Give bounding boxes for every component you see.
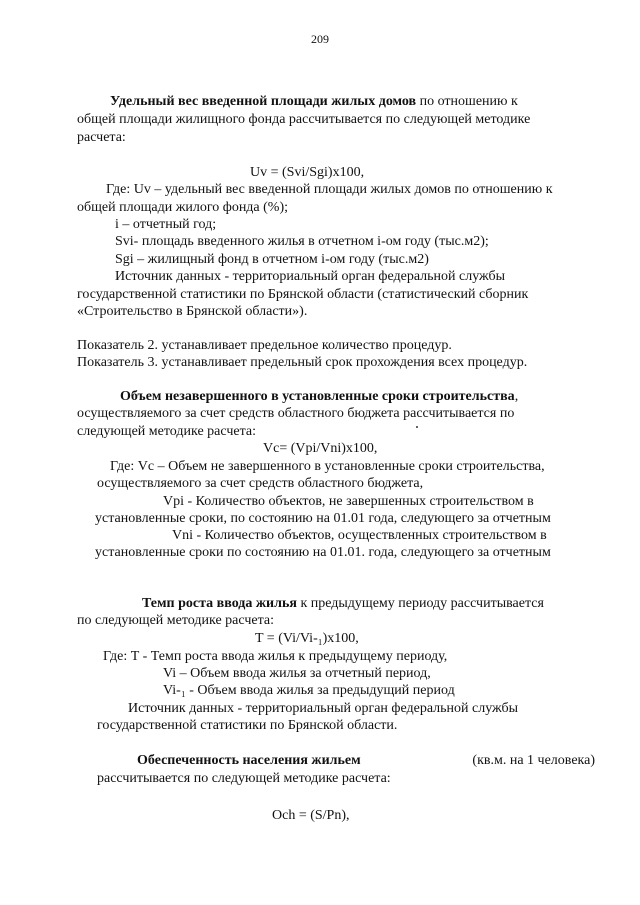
s3-formula: T = (Vi/Vi-₁)x100, [255, 631, 359, 646]
s1-line-11: «Строительство в Брянской области»). [77, 304, 308, 319]
s1-line-7: Svi- площадь введенного жилья в отчетном i-ом году (тыс.м2); [115, 234, 489, 249]
s1-line-4: Где: Uv – удельный вес введенной площади жилых домов по отношению к [106, 182, 553, 197]
page-number: 209 [311, 32, 329, 46]
s1-line-1: Удельный вес введенной площади жилых домов по отношению к [110, 94, 518, 109]
speck-mark [416, 426, 418, 428]
s1-line-8: Sgi – жилищный фонд в отчетном i-ом году (тыс.м2) [115, 252, 429, 267]
s2-line-3: следующей методике расчета: [77, 424, 256, 439]
s2-line-1: Объем незавершенного в установленные сроки строительства, [120, 389, 519, 404]
s2-line-4: Где: Vc – Объем не завершенного в установленные сроки строительства, [110, 459, 545, 474]
s3-term: Темп роста ввода жилья [142, 596, 297, 611]
indicator-3: Показатель 3. устанавливает предельный срок прохождения всех процедур. [77, 355, 528, 370]
s1-line-6: i – отчетный год; [115, 217, 217, 232]
s3-line-3: Где: T - Темп роста ввода жилья к предыдущему периоду, [103, 649, 448, 664]
s1-line-5: общей площади жилого фонда (%); [77, 200, 289, 215]
indicator-2: Показатель 2. устанавливает предельное количество процедур. [77, 338, 452, 353]
s1-line-2: общей площади жилищного фонда рассчитывается по следующей методике [77, 112, 531, 127]
s2-line-9: установленные сроки по состоянию на 01.01. года, следующего за отчетным [95, 545, 551, 560]
s2-line-7: установленные сроки, по состоянию на 01.01 года, следующего за отчетным [95, 511, 551, 526]
s4-line-1: Обеспеченность населения жильем (кв.м. на 1 человека) [137, 753, 595, 768]
s2-line-6: Vpi - Количество объектов, не завершенных строительством в [163, 494, 534, 509]
s2-line-8: Vni - Количество объектов, осуществленных строительством в [172, 528, 547, 543]
s1-term: Удельный вес введенной площади жилых домов [110, 94, 417, 109]
s1-line-3: расчета: [77, 130, 126, 145]
s2-line-5: осуществляемого за счет средств областного бюджета, [97, 476, 424, 491]
s4-line-2: рассчитывается по следующей методике расчета: [97, 771, 391, 786]
s4-formula: Och = (S/Pn), [272, 808, 350, 823]
s2-formula: Vc= (Vpi/Vni)x100, [263, 441, 378, 456]
s1-line-10: государственной статистики по Брянской области (статистический сборник [77, 287, 529, 302]
s2-line-2: осуществляемого за счет средств областного бюджета рассчитывается по [77, 406, 515, 421]
s3-line-5: Vi-₁ - Объем ввода жилья за предыдущий период [163, 683, 455, 698]
s2-term: Объем незавершенного в установленные сроки строительства [120, 389, 515, 404]
s3-line-6: Источник данных - территориальный орган федеральной службы [128, 701, 519, 716]
s3-line-4: Vi – Объем ввода жилья за отчетный период, [163, 666, 431, 681]
s3-line-7: государственной статистики по Брянской области. [97, 718, 398, 733]
s1-line-9: Источник данных - территориальный орган федеральной службы [115, 269, 506, 284]
s3-line-2: по следующей методике расчета: [77, 613, 274, 628]
s1-formula: Uv = (Svi/Sgi)x100, [250, 165, 365, 180]
s4-term: Обеспеченность населения жильем [137, 753, 361, 768]
s3-line-1: Темп роста ввода жилья к предыдущему периоду рассчитывается [142, 596, 544, 611]
